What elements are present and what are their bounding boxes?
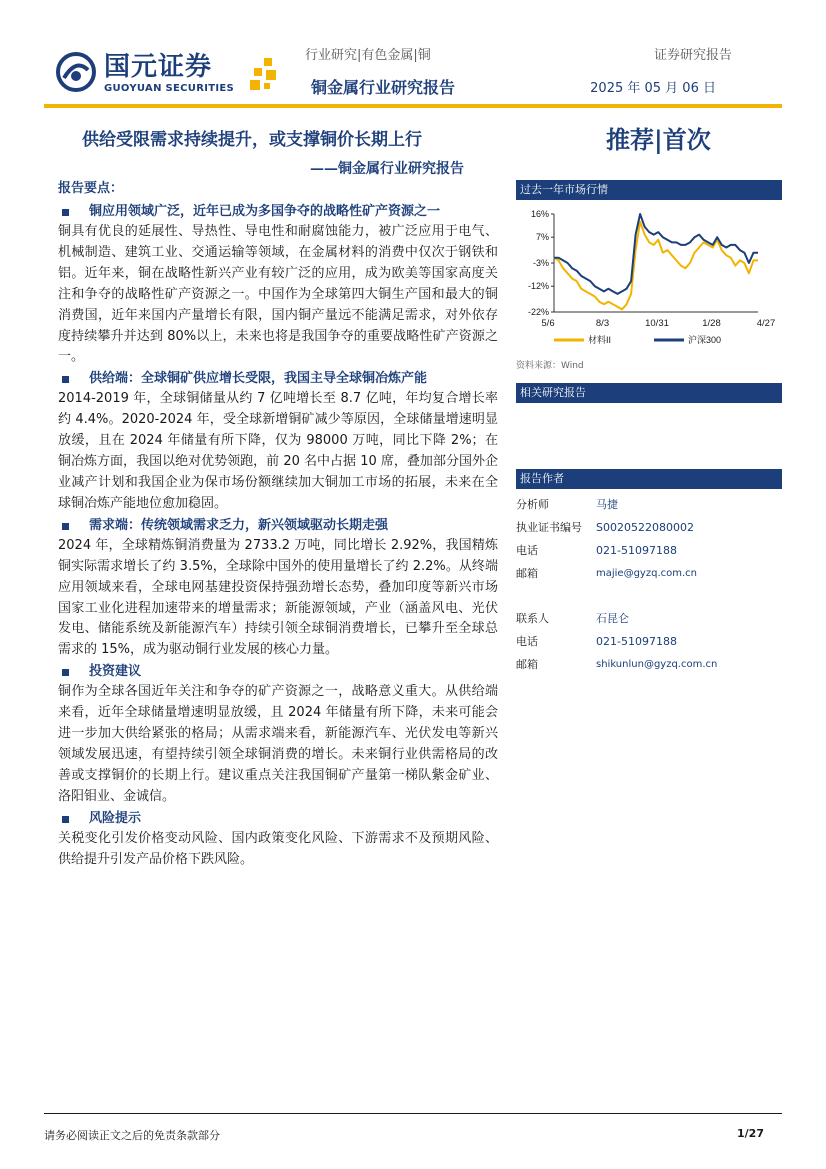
author-key: 邮箱 <box>516 567 538 580</box>
page-number: 1/27 <box>737 1127 764 1140</box>
x-tick-label: 10/31 <box>645 318 669 329</box>
legend-label: 沪深300 <box>688 335 722 345</box>
related-section-header: 相关研究报告 <box>516 383 782 403</box>
header-divider <box>44 104 782 108</box>
footer-disclaimer: 请务必阅读正文之后的免责条款部分 <box>44 1129 220 1142</box>
contact-list <box>516 607 782 676</box>
summary-label: 报告要点： <box>58 181 124 196</box>
author-key: 电话 <box>516 544 538 557</box>
section-body: 2014-2019 年，全球铜储量从约 7 亿吨增长至 8.7 亿吨，年均复合增长率约 4.4%。2020-2024 年，受全球新增铜矿减少等原因，全球储量增速明显放缓，且在 2024 年储量有所下降，仅为 98000 万吨，同比下降 2%；在铜冶炼方面，我国以绝对优势领跑，前 20 名中占据 10 席，叠加部分国外企业减产计划和我国企业为保市场份额继续加大铜加工市场的拓展，未来在全球铜冶炼产能地位愈加稳固。 <box>58 391 498 511</box>
section-heading <box>58 202 498 222</box>
market-section-header: 过去一年市场行情 <box>516 180 782 200</box>
section-heading <box>58 516 498 536</box>
y-tick-label: -12% <box>527 281 549 292</box>
x-tick-label: 5/6 <box>541 318 555 329</box>
market-chart <box>516 204 782 354</box>
report-header-title: 铜金属行业研究报告 <box>311 78 456 97</box>
company-logo <box>56 50 286 100</box>
report-date: 2025 年 05 月 06 日 <box>590 81 716 96</box>
contact-value: 石昆仑 <box>596 612 629 625</box>
author-row <box>516 493 782 516</box>
logo-gold-squares-icon <box>244 56 280 92</box>
summary-column <box>58 180 498 870</box>
y-tick-label: -22% <box>527 307 549 317</box>
bullet-square-icon <box>62 523 69 530</box>
report-type: 证券研究报告 <box>653 48 732 63</box>
contact-email-link[interactable]: shikunlun@gyzq.com.cn <box>596 659 718 670</box>
contact-key: 联系人 <box>516 612 549 625</box>
bullet-square-icon <box>62 376 69 383</box>
x-tick-label: 4/27 <box>756 318 776 329</box>
author-row <box>516 516 782 539</box>
section-body: 2024 年，全球精炼铜消费量为 2733.2 万吨，同比增长 2.92%，我国精炼铜实际需求增长了约 3.5%，全球除中国外的使用量增长了约 2.2%。从终端应用领域来看，全球电网基建投资保持强劲增长态势，叠加印度等新兴市场国家工业化进程加速带来的增量需求；新能源领域，产业（涵盖风电、光伏发电、储能系统及新能源汽车）持续引领全球铜消费增长，已攀升至全球总需求的 15%，成为驱动铜行业发展的核心力量。 <box>58 537 498 658</box>
bullet-square-icon <box>62 816 69 823</box>
author-key: 执业证书编号 <box>516 521 582 534</box>
author-value: S0020522080002 <box>596 521 694 534</box>
author-row <box>516 562 782 585</box>
series-line <box>554 222 758 310</box>
series-line <box>554 214 758 294</box>
contact-value: 021-51097188 <box>596 635 677 648</box>
sidebar <box>516 180 782 676</box>
section-heading <box>58 809 498 829</box>
x-tick-label: 1/28 <box>702 318 721 329</box>
section-body: 铜作为全球各国近年关注和争夺的矿产资源之一，战略意义重大。从供给端来看，近年全球储量增速明显放缓，且 2024 年储量有所下降，未来可能会进一步加大供给紧张的格局；从需求端来看，新能源汽车、光伏发电等新兴领域发展迅速，有望持续引领全球铜消费的增长。未来铜行业供需格局的改善或支撑铜价的长期上行。建议重点关注我国铜矿产量第一梯队紫金矿业、洛阳钼业、金诚信。 <box>58 684 498 804</box>
contact-key: 邮箱 <box>516 658 538 671</box>
author-row <box>516 539 782 562</box>
author-key: 分析师 <box>516 498 549 511</box>
author-list <box>516 493 782 585</box>
y-tick-label: 7% <box>535 232 549 243</box>
y-tick-label: 16% <box>530 209 549 219</box>
contact-key: 电话 <box>516 635 538 648</box>
bullet-square-icon <box>62 209 69 216</box>
guoyuan-logo-mark-icon <box>56 52 96 92</box>
contact-row <box>516 630 782 653</box>
chart-source: 资料来源：Wind <box>516 361 584 371</box>
rating-badge: 推荐|首次 <box>606 125 711 154</box>
section-heading-text: 投资建议 <box>89 664 142 680</box>
section-body: 关税变化引发价格变动风险、国内政策变化风险、下游需求不及预期风险、供给提升引发产品价格下跌风险。 <box>58 830 498 867</box>
author-value: 马捷 <box>596 498 618 511</box>
report-category: 行业研究|有色金属|铜 <box>305 48 431 63</box>
x-tick-label: 8/3 <box>595 318 610 329</box>
section-body: 铜具有优良的延展性、导热性、导电性和耐腐蚀能力，被广泛应用于电气、机械制造、建筑工业、交通运输等领域，在金属材料的消费中仅次于钢铁和铝。近年来，铜在战略性新兴产业有较广泛的应用，成为欧美等国家高度关注和争夺的战略性矿产资源之一。中国作为全球第四大铜生产国和最大的铜消费国，近年来国内产量增长有限，国内铜产量远不能满足需求，对外依存度持续攀升并达到 80%以上，未来也将是我国争夺的重要战略性矿产资源之一。 <box>58 224 498 365</box>
y-tick-label: -3% <box>532 258 549 268</box>
page-title: 供给受限需求持续提升，或支撑铜价长期上行 <box>82 130 422 150</box>
bullet-square-icon <box>62 669 69 676</box>
footer-divider <box>44 1113 782 1114</box>
section-heading-text: 风险提示 <box>89 810 142 826</box>
section-heading-text: 需求端：传统领域需求乏力，新兴领域驱动长期走强 <box>89 517 389 533</box>
author-email-link[interactable]: majie@gyzq.com.cn <box>596 568 697 579</box>
section-heading <box>58 662 498 682</box>
section-heading <box>58 369 498 389</box>
author-value: 021-51097188 <box>596 544 677 557</box>
author-section-header: 报告作者 <box>516 469 782 489</box>
legend-label: 材料II <box>588 335 612 345</box>
contact-row <box>516 607 782 630</box>
logo-text-en: GUOYUAN SECURITIES <box>104 83 235 94</box>
section-heading-text: 供给端：全球铜矿供应增长受限，我国主导全球铜冶炼产能 <box>89 371 428 387</box>
page-subtitle: ——铜金属行业研究报告 <box>310 161 464 177</box>
section-heading-text: 铜应用领域广泛，近年已成为多国争夺的战略性矿产资源之一 <box>89 204 441 219</box>
contact-row <box>516 653 782 676</box>
logo-text-cn: 国元证券 <box>104 52 213 82</box>
